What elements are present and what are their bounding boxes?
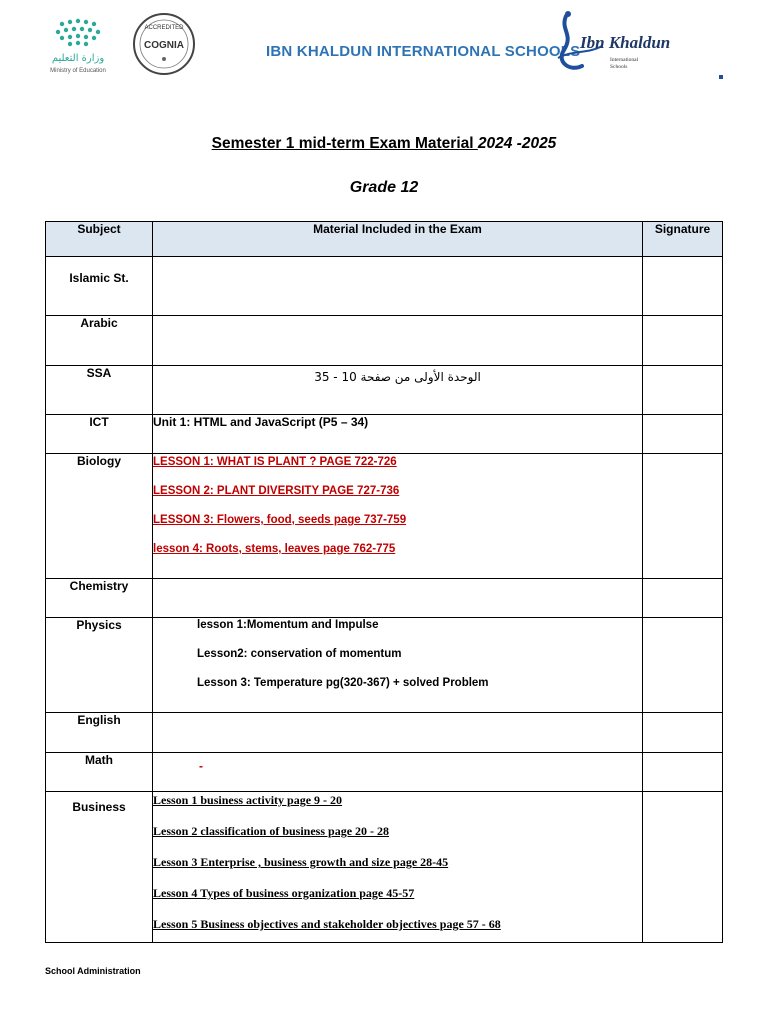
cognia-accreditation-seal [132,12,196,76]
material-line: Lesson 2 classification of business page 20 - 28 [153,824,390,838]
header-material: Material Included in the Exam [153,222,643,257]
table-row [46,415,723,454]
material-cell [153,579,643,618]
signature-cell [643,618,723,713]
subject-physics: Physics [46,618,153,713]
material-line: Lesson 3 Enterprise , business growth and size page 28-45 [153,855,449,869]
table-row [46,579,723,618]
subject-business: Business [46,792,153,943]
material-line: lesson 1:Momentum and Impulse [197,619,379,631]
table-header-row [46,222,723,257]
ik-logo-name: Ibn Khaldun [580,33,671,52]
material-cell [153,753,643,792]
material-cell [153,366,643,415]
grade-label: Grade 12 [349,179,419,196]
material-cell [153,257,643,316]
ministry-of-education-logo [40,14,116,76]
signature-cell [643,257,723,316]
header-signature: Signature [643,222,723,257]
material-line: Unit 1: HTML and JavaScript (P5 – 34) [153,415,369,429]
table-row [46,713,723,753]
page-header [0,0,768,100]
moe-logo-english-text: Ministry of Education [50,68,106,74]
table-row [46,316,723,366]
title-main: Semester 1 mid-term Exam Material [211,135,478,152]
material-line: lesson 4: Roots, stems, leaves page 762-775 [153,543,396,555]
material-line: Lesson 1 business activity page 9 - 20 [153,793,343,807]
cognia-name-text: COGNIA [144,40,184,51]
material-line: LESSON 2: PLANT DIVERSITY PAGE 727-736 [153,485,400,497]
material-line: Lesson2: conservation of momentum [197,648,402,660]
material-line: LESSON 1: WHAT IS PLANT ? PAGE 722-726 [153,456,397,468]
material-cell [153,316,643,366]
subject-arabic: Arabic [46,316,153,366]
signature-cell [643,454,723,579]
table-row [46,454,723,579]
footer-school-administration: School Administration [45,966,141,976]
material-line: Lesson 4 Types of business organization page 45-57 [153,886,415,900]
school-name: IBN KHALDUN INTERNATIONAL SCHOOLS [266,43,581,60]
signature-cell [643,753,723,792]
material-line: LESSON 3: Flowers, food, seeds page 737-759 [153,514,407,526]
exam-material-table [45,221,723,943]
material-cell [153,454,643,579]
signature-cell [643,579,723,618]
subject-math: Math [46,753,153,792]
material-line: Lesson 5 Business objectives and stakeholder objectives page 57 - 68 [153,917,501,931]
material-cell [153,618,643,713]
signature-cell [643,713,723,753]
subject-islamic: Islamic St. [46,257,153,316]
header-subject: Subject [46,222,153,257]
material-line: - [199,759,203,773]
title-years: 2024 -2025 [477,135,557,152]
moe-logo-arabic-text: وزارة التعليم [51,53,105,64]
signature-cell [643,366,723,415]
table-row [46,366,723,415]
signature-cell [643,316,723,366]
material-cell [153,792,643,943]
subject-chemistry: Chemistry [46,579,153,618]
subject-ict: ICT [46,415,153,454]
signature-cell [643,415,723,454]
ibn-khaldun-logo [552,10,672,82]
cognia-accredited-text: ACCREDITED [144,25,184,31]
subject-biology: Biology [46,454,153,579]
material-cell [153,713,643,753]
decorative-dot [719,75,723,79]
table-row [46,618,723,713]
subject-ssa: SSA [46,366,153,415]
table-row [46,753,723,792]
table-row [46,792,723,943]
ik-logo-sub-1: International [610,57,639,63]
subject-english: English [46,713,153,753]
material-line: Lesson 3: Temperature pg(320-367) + solved Problem [197,677,489,689]
signature-cell [643,792,723,943]
document-title [0,135,768,153]
ik-logo-sub-2: Schools [610,64,628,70]
material-line: الوحدة الأولى من صفحة 10 - 35 [314,370,481,384]
table-row [46,257,723,316]
material-cell [153,415,643,454]
